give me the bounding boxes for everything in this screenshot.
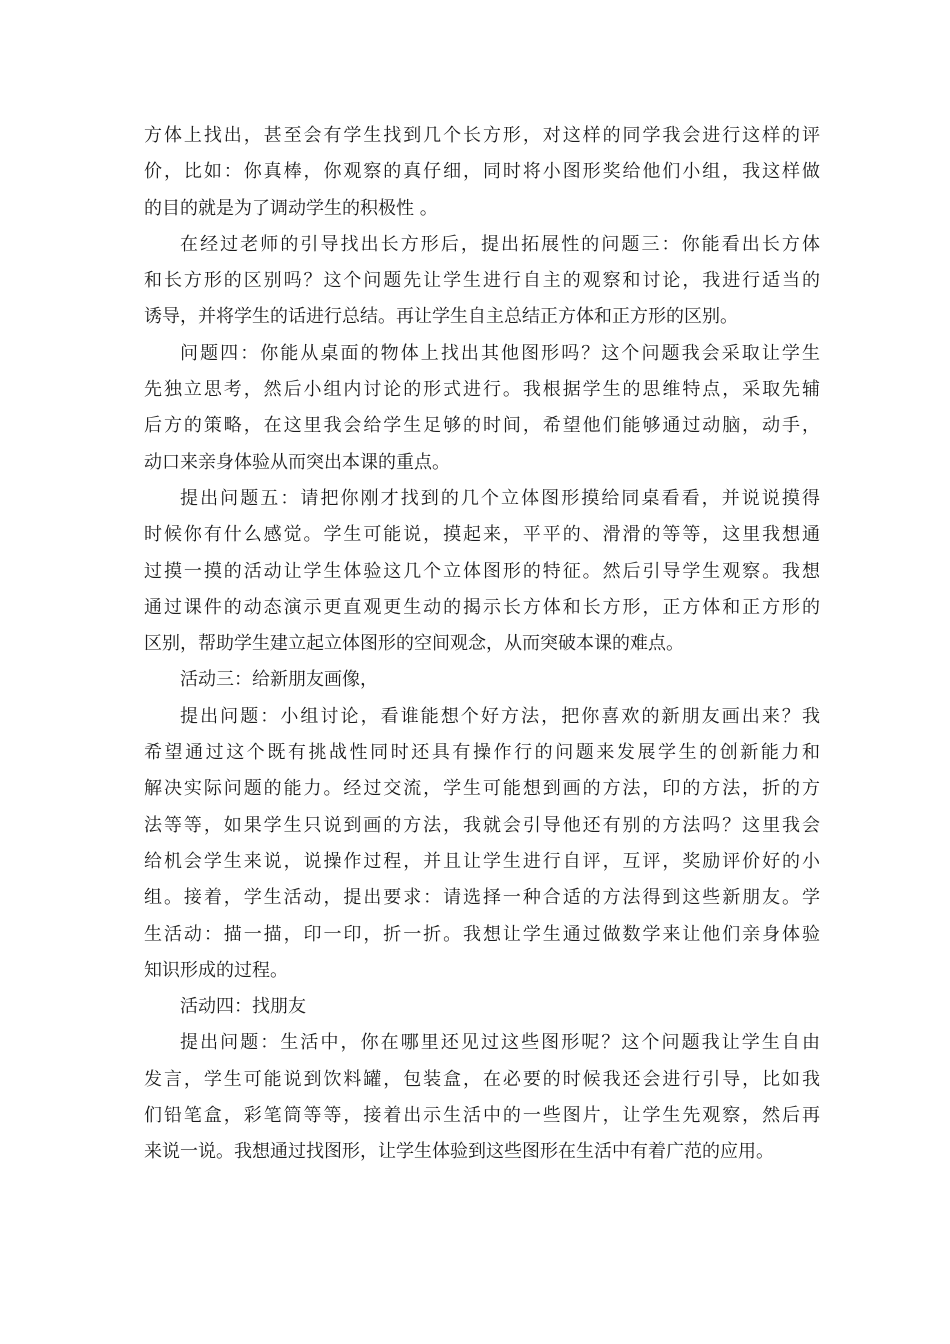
text-line: 法等等，如果学生只说到画的方法，我就会引导他还有别的方法吗？这里我会 <box>144 814 820 836</box>
text-line: 先独立思考，然后小组内讨论的形式进行。我根据学生的思维特点，采取先辅 <box>144 379 820 401</box>
text-line: 通过课件的动态演示更直观更生动的揭示长方体和长方形，正方体和正方形的 <box>144 596 820 618</box>
text-line: 们铅笔盒，彩笔筒等等，接着出示生活中的一些图片，让学生先观察，然后再 <box>144 1105 820 1127</box>
text-line: 区别，帮助学生建立起立体图形的空间观念，从而突破本课的难点。 <box>144 633 684 655</box>
document-body <box>144 118 820 1171</box>
text-line: 活动三：给新朋友画像， <box>180 669 378 691</box>
text-line: 来说一说。我想通过找图形，让学生体验到这些图形在生活中有着广范的应用。 <box>144 1141 774 1163</box>
text-line: 的目的就是为了调动学生的积极性 。 <box>144 197 438 219</box>
text-line: 过摸一摸的活动让学生体验这几个立体图形的特征。然后引导学生观察。我想 <box>144 560 820 582</box>
text-line: 诱导，并将学生的话进行总结。再让学生自主总结正方体和正方形的区别。 <box>144 306 738 328</box>
text-line: 活动四：找朋友 <box>180 996 306 1018</box>
text-line: 和长方形的区别吗？这个问题先让学生进行自主的观察和讨论，我进行适当的 <box>144 270 820 292</box>
text-line: 生活动：描一描，印一印，折一折。我想让学生通过做数学来让他们亲身体验 <box>144 923 820 945</box>
text-line: 组。接着，学生活动，提出要求：请选择一种合适的方法得到这些新朋友。学 <box>144 887 820 909</box>
text-line: 在经过老师的引导找出长方形后，提出拓展性的问题三：你能看出长方体 <box>180 233 820 255</box>
text-line: 发言，学生可能说到饮料罐，包装盒，在必要的时候我还会进行引导，比如我 <box>144 1068 820 1090</box>
text-line: 提出问题：小组讨论，看谁能想个好方法，把你喜欢的新朋友画出来？我 <box>180 705 820 727</box>
text-line: 知识形成的过程。 <box>144 959 288 981</box>
text-line: 提出问题五：请把你刚才找到的几个立体图形摸给同桌看看，并说说摸得 <box>180 487 820 509</box>
text-line: 提出问题：生活中，你在哪里还见过这些图形呢？这个问题我让学生自由 <box>180 1032 820 1054</box>
text-line: 问题四：你能从桌面的物体上找出其他图形吗？这个问题我会采取让学生 <box>180 342 820 364</box>
text-line: 解决实际问题的能力。经过交流，学生可能想到画的方法，印的方法，折的方 <box>144 778 820 800</box>
text-line: 后方的策略，在这里我会给学生足够的时间，希望他们能够通过动脑，动手， <box>144 415 820 437</box>
text-line: 方体上找出，甚至会有学生找到几个长方形，对这样的同学我会进行这样的评 <box>144 125 820 146</box>
text-line: 给机会学生来说，说操作过程，并且让学生进行自评，互评，奖励评价好的小 <box>144 850 820 872</box>
text-line: 希望通过这个既有挑战性同时还具有操作行的问题来发展学生的创新能力和 <box>144 742 820 764</box>
text-line: 时候你有什么感觉。学生可能说，摸起来，平平的、滑滑的等等，这里我想通 <box>144 524 820 546</box>
text-line: 价，比如：你真棒，你观察的真仔细，同时将小图形奖给他们小组，我这样做 <box>144 161 820 183</box>
text-line: 动口来亲身体验从而突出本课的重点。 <box>144 451 450 473</box>
